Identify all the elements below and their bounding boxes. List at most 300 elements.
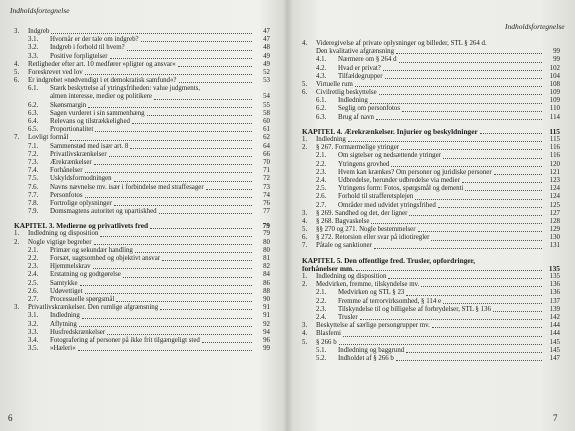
toc-entry-title: Videregivelse af private oplysninger og billeder, STL § 264 d. (316, 39, 487, 47)
toc-entry-number: 7.3. (28, 158, 39, 166)
toc-entry-title: Medvirken og STL § 23 (338, 289, 405, 297)
toc-entry (302, 169, 560, 177)
toc-page-number: 131 (549, 242, 560, 250)
toc-entry-title: Indledning (50, 312, 80, 320)
toc-entry (302, 202, 560, 210)
toc-entry-title: Indholdet af § 266 b (338, 354, 394, 362)
toc-page-number: 61 (263, 126, 270, 134)
toc-entry (14, 263, 270, 271)
toc-entry-number: 7.4. (28, 167, 39, 175)
toc-entry-title: Fortrolige oplysninger (50, 199, 112, 207)
toc-entry (302, 330, 560, 338)
toc-page-number: 76 (263, 199, 270, 207)
toc-entry (302, 322, 560, 330)
toc-entry-title: Indledning (316, 136, 346, 144)
toc-entry-number: 3. (14, 27, 20, 35)
toc-entry (302, 73, 560, 81)
toc-entry-title: Positive forpligtelser (50, 52, 108, 60)
toc-entry-number: 5.1. (316, 346, 327, 354)
toc-entry-number: 6.3. (28, 109, 39, 117)
toc-entry-title: Udøvettiget (50, 287, 83, 295)
dot-leader (401, 149, 542, 150)
dot-leader (178, 66, 252, 67)
toc-entry-title: § 269. Sandhed og det, der ligner (316, 209, 408, 217)
toc-entry-title: forhånelser mm. (302, 263, 354, 273)
toc-page-number: 49 (263, 52, 270, 60)
toc-entry (14, 85, 270, 93)
dot-leader (360, 319, 542, 320)
toc-entry (302, 218, 560, 226)
dot-leader (202, 342, 252, 343)
toc-entry-number: 6.1. (316, 97, 327, 105)
toc-page-number: 144 (549, 330, 560, 338)
dot-leader (135, 252, 252, 253)
toc-page-number: 102 (549, 64, 560, 72)
toc-entry (302, 289, 560, 297)
toc-page-number: 145 (549, 346, 560, 354)
dot-leader (402, 111, 542, 112)
toc-entry-title: Indledning (338, 97, 368, 105)
toc-entry-number: 3. (14, 304, 20, 312)
dot-leader (85, 172, 252, 173)
toc-entry (14, 329, 270, 337)
toc-entry-title: § 272. Retorsion eller svar på idiotiregler (316, 234, 430, 242)
toc-entry (14, 239, 270, 247)
dot-leader (348, 141, 542, 142)
dot-leader (418, 231, 542, 232)
toc-page-number: 99 (553, 56, 560, 64)
toc-entry-title: Seglig om personfotos (338, 105, 401, 113)
toc-entry-title: Den kvalitative afgrænsning (316, 48, 395, 56)
toc-entry-number: 2.2. (316, 297, 327, 305)
toc-page-number: 79 (263, 230, 270, 238)
dot-leader (379, 94, 542, 95)
toc-entry-title: Personfotos (50, 191, 83, 199)
toc-entry-number: 7.1. (28, 142, 39, 150)
dot-leader (415, 199, 542, 200)
toc-page-number: 127 (549, 209, 560, 217)
dot-leader (438, 207, 542, 208)
toc-entry-number: 2.1. (28, 246, 39, 254)
toc-entry-title: Hvem kan krænkes? Om personer og juridiske personer (338, 168, 492, 176)
toc-entry-number: 2.6. (28, 287, 39, 295)
dot-leader (406, 295, 542, 296)
toc-page-number: 80 (263, 246, 270, 254)
dot-leader (85, 197, 252, 198)
toc-page-number: 88 (263, 287, 270, 295)
toc-page-number: 109 (549, 89, 560, 97)
toc-page-number: 79 (262, 221, 270, 231)
dot-leader (162, 260, 252, 261)
toc-page-number: 94 (263, 328, 270, 336)
toc-page-number: 139 (549, 305, 560, 313)
toc-entry-title: Aflytning (50, 320, 77, 328)
toc-page-number: 135 (549, 273, 560, 281)
toc-entry (14, 345, 270, 353)
dot-leader (443, 158, 542, 159)
toc-entry-number: 2. (14, 238, 20, 246)
toc-entry-title: Tilfældegrupper (338, 72, 383, 80)
toc-entry-title: Erstatning og godtgørelse (50, 271, 121, 279)
toc-entry-title: Beskyttelse af særlige persongrupper mv. (316, 322, 430, 330)
toc-entry-number: 5. (302, 80, 308, 88)
toc-entry (302, 40, 560, 48)
toc-entry (14, 126, 270, 134)
toc-page-number: 92 (263, 320, 270, 328)
toc-entry-number: 7.9. (28, 208, 39, 216)
toc-entry (14, 208, 270, 216)
dot-leader (494, 174, 542, 175)
dot-leader (85, 74, 252, 75)
toc-entry-number: 7. (14, 134, 20, 142)
toc-entry-number: 5. (14, 68, 20, 76)
toc-page-number: 48 (263, 44, 270, 52)
toc-entry (302, 185, 560, 193)
toc-entry-number: 2.4. (316, 176, 327, 184)
toc-entry (302, 177, 560, 185)
toc-entry-number: 3.2. (28, 320, 39, 328)
toc-entry-title: § 267. Formærmelige ytringer (316, 144, 400, 152)
toc-page-number: 108 (549, 80, 560, 88)
toc-page-number: 116 (549, 152, 560, 160)
toc-entry-number: 7.2. (28, 150, 39, 158)
toc-entry-number: 6. (302, 234, 308, 242)
toc-entry-title: Om sigtelser og nedsættende ytringer (338, 152, 441, 160)
toc-entry-number: 2.5. (316, 185, 327, 193)
toc-entry-number: 2.6. (316, 193, 327, 201)
toc-entry (302, 81, 560, 89)
toc-page-number: 66 (263, 150, 270, 158)
toc-page-number: 120 (549, 160, 560, 168)
toc-entry (14, 134, 270, 142)
toc-entry-number: 7.7. (28, 191, 39, 199)
toc-page-number: 130 (549, 234, 560, 242)
dot-leader (355, 86, 542, 87)
toc-entry-title: KAPITEL 3. Medierne og privatlivets fred (14, 221, 149, 231)
toc-entry-title: Domsmagtens autoritet og upartiskhed (50, 208, 157, 216)
dot-leader (130, 148, 252, 149)
toc-entry (302, 56, 560, 64)
dot-leader (356, 270, 542, 271)
toc-entry-number: 4. (302, 39, 308, 47)
dot-leader (409, 215, 542, 216)
toc-entry (302, 243, 560, 251)
dot-leader (371, 223, 542, 224)
toc-entry (302, 114, 560, 122)
toc-entry-title: Brug af navn (338, 113, 374, 121)
toc-entry (14, 77, 270, 85)
toc-entry-title: Virtuelle rum (316, 80, 353, 88)
toc-page-number: 136 (549, 289, 560, 297)
toc-entry-number: 3. (302, 322, 308, 330)
toc-entry-title: Ærekrænkelser (50, 158, 92, 166)
toc-entry-title: Processuelle spørgsmål (50, 295, 115, 303)
toc-page-number: 144 (549, 322, 560, 330)
dot-leader (107, 334, 252, 335)
toc-entry-title: Indgreb i forhold til hvem? (50, 44, 125, 52)
toc-entry-number: 3.5. (28, 345, 39, 353)
dot-leader (374, 248, 542, 249)
toc-page-number: 145 (549, 338, 560, 346)
toc-entry (14, 44, 270, 52)
toc-entry-title: Forsæt, uagtsomhed og objektivt ansvar (50, 255, 161, 263)
toc-entry (302, 106, 560, 114)
toc-entry-number: 2. (302, 144, 308, 152)
dot-leader (159, 213, 252, 214)
dot-leader (179, 82, 253, 83)
dot-leader (88, 107, 252, 108)
toc-entry-title: Sammenstød med især art. 8 (50, 142, 129, 150)
toc-entry (14, 184, 270, 192)
toc-entry-number: 6.4. (28, 118, 39, 126)
toc-entry (14, 36, 270, 44)
dot-leader (114, 181, 252, 182)
dot-leader (396, 360, 542, 361)
toc-entry-number: 6. (302, 89, 308, 97)
toc-entry (14, 304, 270, 312)
toc-entry-title: §§ 270 og 271. Nogle bestemmelser (316, 226, 416, 234)
dot-leader (154, 99, 252, 100)
toc-entry-title: Husfredskrænkelser (50, 328, 106, 336)
dot-leader (343, 336, 542, 337)
toc-page-number: 147 (549, 354, 560, 362)
toc-entry (14, 312, 270, 320)
toc-page-number: 116 (549, 144, 560, 152)
toc-page-number: 110 (549, 105, 560, 113)
toc-page-number: 137 (549, 297, 560, 305)
toc-entry-number: 2.3. (316, 305, 327, 313)
toc-entry-number: 4. (14, 60, 20, 68)
dot-leader (123, 277, 252, 278)
toc-page-number: 58 (263, 109, 270, 117)
toc-page-number: 104 (549, 72, 560, 80)
toc-entry-title: Nærmere om § 264 d (338, 56, 397, 64)
toc-page-number: 115 (549, 126, 560, 136)
toc-entry (302, 234, 560, 242)
toc-entry (14, 94, 270, 102)
toc-entry-number: 1. (302, 136, 308, 144)
toc-entry-title: § 266 b (316, 338, 337, 346)
dot-leader (70, 140, 252, 141)
toc-page-number: 99 (553, 48, 560, 56)
toc-left-column (14, 28, 270, 353)
toc-entry-title: Privatlivskrænkelser. Den rumlige afgrænsning (28, 304, 159, 312)
toc-entry-number: 7.8. (28, 199, 39, 207)
toc-entry-title: Forhold til strafferetsplejen (338, 193, 414, 201)
toc-entry (14, 151, 270, 159)
toc-entry-title: Uskyldsformodningen (50, 175, 112, 183)
toc-entry-number: 2.4. (28, 271, 39, 279)
toc-page-number: 74 (263, 191, 270, 199)
toc-entry (14, 167, 270, 175)
toc-entry-number: 2. (302, 281, 308, 289)
toc-entry-title: Civilretlig beskyttelse (316, 89, 377, 97)
toc-page-number: 114 (549, 113, 560, 121)
toc-entry-title: Relevans og tilstrækkelighed (50, 118, 130, 126)
toc-page-number: 54 (263, 93, 270, 101)
toc-entry-title: Retligheder efter art. 10 medfører »pligter og ansvar« (28, 60, 176, 68)
toc-entry-title: Medvirken, fremme, tilskyndelse mv. (316, 281, 420, 289)
toc-entry (14, 337, 270, 345)
toc-entry-title: almen interesse, medier og politikere (50, 93, 152, 101)
toc-entry-title: Samtykke (50, 279, 78, 287)
toc-entry (302, 355, 560, 363)
toc-page-number: 96 (263, 336, 270, 344)
toc-page-number: 86 (263, 279, 270, 287)
toc-entry (14, 69, 270, 77)
toc-entry (14, 159, 270, 167)
toc-entry-title: Foreskrevet ved lov (28, 68, 83, 76)
toc-entry (302, 144, 560, 152)
toc-entry (14, 110, 270, 118)
toc-entry-title: Påtale og sanktioner (316, 242, 372, 250)
dot-leader (391, 166, 542, 167)
dot-leader (95, 131, 252, 132)
toc-entry-title: Blasfemi (316, 330, 341, 338)
toc-page-number: 135 (548, 263, 560, 273)
dot-leader (396, 53, 542, 54)
dot-leader (127, 50, 252, 51)
dot-leader (94, 244, 252, 245)
toc-entry-title: KAPITEL 4. Ærekrænkelser. Injurier og beskyldninger (302, 126, 478, 136)
dot-leader (150, 228, 252, 229)
toc-entry-number: 1. (302, 273, 308, 281)
toc-entry-title: Primær og sekundær handling (50, 246, 133, 254)
dot-leader (93, 268, 252, 269)
toc-page-number: 47 (263, 27, 270, 35)
toc-entry-title: Hvad er privat? (338, 64, 381, 72)
toc-entry-number: 6.2. (28, 101, 39, 109)
dot-leader (383, 70, 542, 71)
toc-page-number: 124 (549, 193, 560, 201)
dot-leader (85, 293, 252, 294)
toc-entry (14, 28, 270, 36)
toc-page-number: 72 (263, 175, 270, 183)
toc-page-number: 121 (549, 168, 560, 176)
toc-entry-number: 4.3. (316, 72, 327, 80)
toc-entry (302, 347, 560, 355)
dot-leader (399, 62, 542, 63)
toc-page-number: 73 (263, 183, 270, 191)
toc-entry-number: 4.2. (316, 64, 327, 72)
toc-page-number: 52 (263, 68, 270, 76)
dot-leader (78, 350, 252, 351)
toc-entry (302, 152, 560, 160)
dot-leader (110, 58, 252, 59)
toc-entry-number: 2.7. (316, 201, 327, 209)
toc-entry-title: Fremme af terrorvirksomhed, § 114 e (338, 297, 442, 305)
dot-leader (79, 326, 252, 327)
toc-entry-number: 4. (302, 330, 308, 338)
toc-entry-title: Udbredelse, herunder udbredelse via medier (338, 176, 460, 184)
toc-entry-title: Områder med udvidet ytringsfrihed (338, 201, 436, 209)
toc-entry (14, 192, 270, 200)
toc-entry (302, 210, 560, 218)
toc-entry (14, 247, 270, 255)
toc-entry-number: 3.3. (28, 328, 39, 336)
toc-page-number: 109 (549, 97, 560, 105)
toc-entry-number: 7. (302, 242, 308, 250)
toc-entry-number: 3.2. (28, 44, 39, 52)
toc-entry-title: Nogle vigtige begreber (28, 238, 92, 246)
dot-leader (443, 303, 542, 304)
toc-entry-title: Proportionalitet (50, 126, 94, 134)
toc-page-number: 123 (549, 176, 560, 184)
toc-entry-number: 6.5. (28, 126, 39, 134)
dot-leader (82, 318, 252, 319)
toc-entry-title: Indledning og baggrund (338, 346, 405, 354)
toc-entry (14, 255, 270, 263)
dot-leader (160, 309, 252, 310)
toc-entry (14, 102, 270, 110)
toc-entry (14, 280, 270, 288)
toc-page-number: 129 (549, 226, 560, 234)
dot-leader (462, 182, 542, 183)
toc-entry-title: Er indgrebet »nødvendigt i et demokratisk samfund«? (28, 77, 177, 85)
dot-leader (109, 156, 252, 157)
toc-entry-title: Lovligt formål (28, 134, 69, 142)
toc-entry-number: 2.3. (316, 168, 327, 176)
toc-page-number: 124 (549, 185, 560, 193)
toc-entry-number: 3.4. (28, 336, 39, 344)
toc-entry-number: 3.1. (28, 36, 39, 44)
toc-entry (302, 97, 560, 105)
toc-entry (14, 175, 270, 183)
dot-leader (206, 189, 252, 190)
toc-entry (14, 53, 270, 61)
toc-entry (302, 193, 560, 201)
toc-page-number: 125 (549, 201, 560, 209)
toc-entry-number: 3. (302, 209, 308, 217)
page-number-left: 6 (8, 413, 13, 423)
toc-entry-number: 2.3. (28, 263, 39, 271)
toc-entry-title: Stærk beskyttelse af ytringsfriheden: value judgments, (50, 85, 201, 93)
toc-page-number: 81 (263, 255, 270, 263)
toc-entry-number: 5. (302, 226, 308, 234)
toc-entry (302, 281, 560, 289)
dot-leader (421, 286, 542, 287)
toc-entry (302, 161, 560, 169)
toc-entry-number: 1. (14, 230, 20, 238)
toc-entry-number: 6.2. (316, 105, 327, 113)
toc-entry-title: Tilskyndelse til og billigelse af forbrydelser, STL § 136 (338, 305, 491, 313)
toc-entry (302, 314, 560, 322)
toc-chapter-heading (14, 222, 270, 230)
toc-entry-number: 2.2. (28, 255, 39, 263)
toc-page-number: 90 (263, 295, 270, 303)
toc-entry (302, 273, 560, 281)
toc-entry (302, 298, 560, 306)
toc-entry-number: 6.3. (316, 113, 327, 121)
toc-entry-number: 5.2. (316, 354, 327, 362)
dot-leader (370, 103, 542, 104)
toc-entry (302, 65, 560, 73)
toc-entry (302, 339, 560, 347)
toc-right-column (302, 40, 560, 363)
toc-page-number: 77 (263, 208, 270, 216)
dot-leader (147, 115, 252, 116)
page-number-right: 7 (553, 413, 558, 423)
toc-entry-title: Indgreb (28, 27, 50, 35)
toc-entry (302, 306, 560, 314)
toc-page-number: 91 (263, 304, 270, 312)
dot-leader (51, 33, 252, 34)
dot-leader (385, 78, 542, 79)
toc-entry (14, 321, 270, 329)
toc-entry-number: 7.5. (28, 175, 39, 183)
toc-entry-number: 3.1. (28, 312, 39, 320)
toc-entry-number: 6.1. (28, 85, 39, 93)
